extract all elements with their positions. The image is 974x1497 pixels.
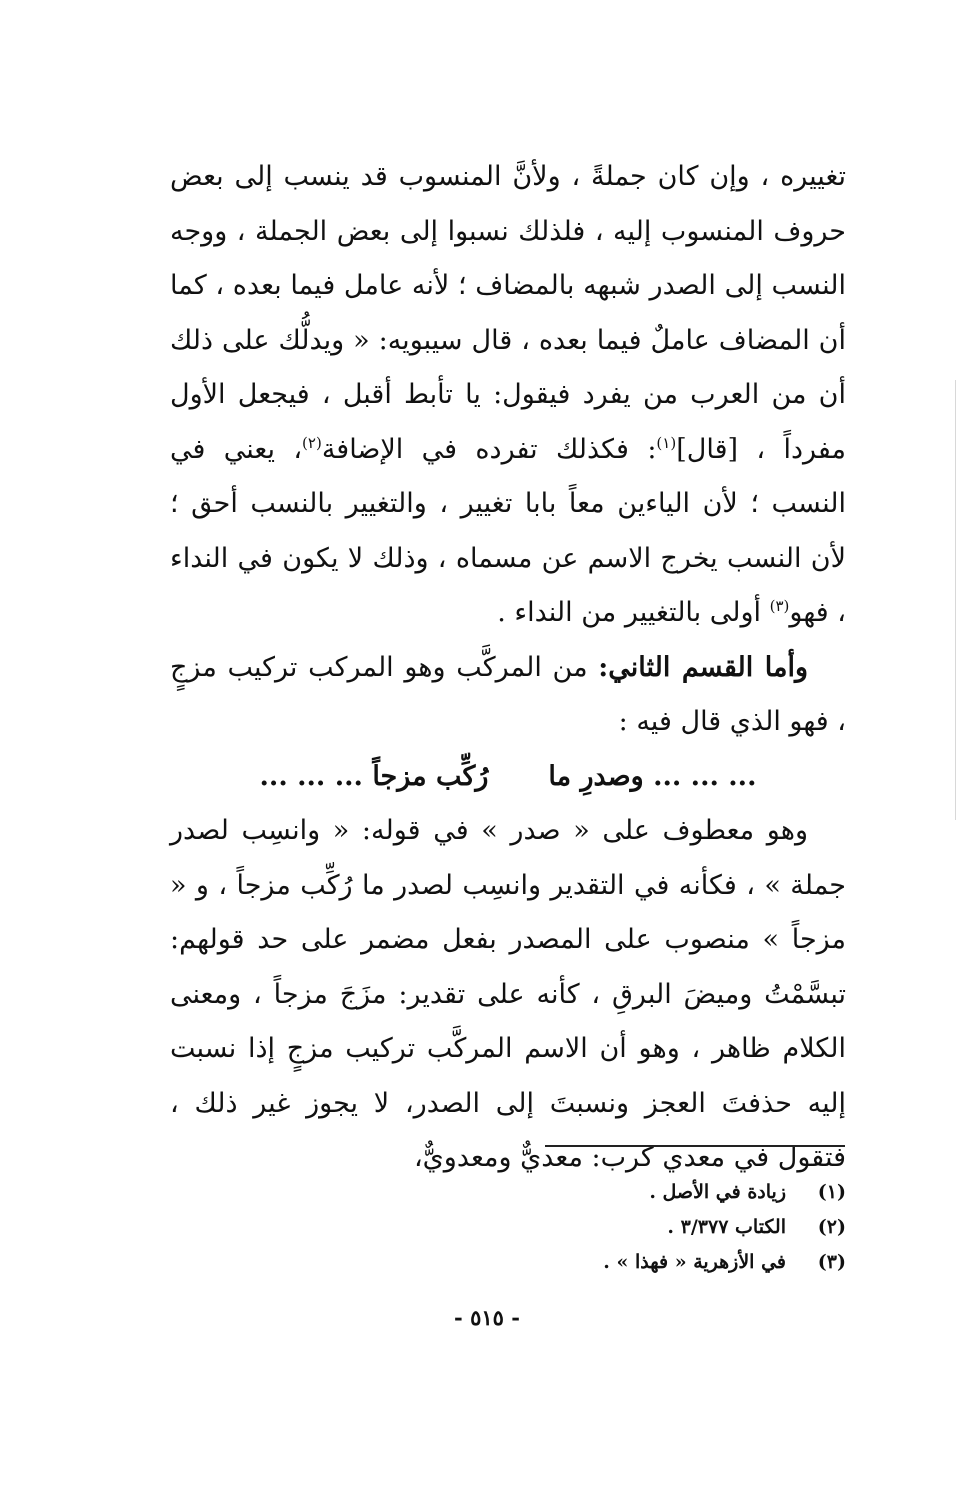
footnote-ref-3[interactable]: (٣)	[769, 597, 790, 615]
footnote-number: (٢)	[817, 1216, 846, 1238]
footnote-text: في الأزهرية « فهذا » .	[603, 1251, 786, 1273]
main-text	[170, 150, 846, 1186]
footnote-number: (١)	[817, 1181, 846, 1203]
footnote-3	[400, 1245, 846, 1280]
footnote-1	[400, 1175, 846, 1210]
paragraph-1-text-d: أولى بالتغيير من النداء .	[497, 597, 770, 628]
footnote-ref-1[interactable]: (١)	[656, 433, 677, 452]
section-heading: وأما القسم الثاني:	[598, 651, 809, 683]
paragraph-3: وهو معطوف على « صدر » في قوله: « وانسِب لصدر جملة » ، فكأنه في التقدير وانسِب لصدر ما رُكِّب مزجاً ، و « مزجاً » منصوب على المصدر بفعل مضمر على حد قولهم: تبسَّمْتُ وميضَ البرقِ ، كأنه على تقدير: مزَجَ مزجاً ، ومعنى الكلام ظاهر ، وهو أن الاسم المركَّب تركيب مزجٍ إذا نسبت إليه حذفتَ العجز ونسبتَ إلى الصدر، لا يجوز غير ذلك ، فتقول في معدي كرب: معديٌّ ومعدويٌّ،	[170, 815, 846, 1173]
footnote-text: زيادة في الأصل .	[649, 1181, 786, 1203]
verse-first-hemistich: ... ... ... وصدرِ ما	[548, 760, 757, 792]
paragraph-1	[170, 150, 846, 641]
verse-line	[170, 750, 846, 805]
footnote-separator	[545, 1145, 845, 1147]
paragraph-1-text-b: : فكذلك تفرده في الإضافة	[321, 433, 657, 465]
paragraph-1-text-a: تغييره ، وإن كان جملةً ، ولأنَّ المنسوب قد ينسب إلى بعض حروف المنسوب إليه ، فلذلك نسبوا إلى بعض الجملة ، ووجه النسب إلى الصدر شبهه بالمضاف ؛ لأنه عامل فيما بعده ، كما أن المضاف عاملٌ فيما بعده ، قال سيبويه: « ويدلُّك على ذلك أن من العرب من يفرد فيقول: يا تأبط أقبل ، فيجعل الأول مفرداً ، [قال]	[170, 161, 846, 465]
footnotes	[400, 1175, 846, 1280]
footnote-2	[400, 1210, 846, 1245]
paragraph-2	[170, 641, 846, 750]
footnote-number: (٣)	[817, 1251, 846, 1273]
page-number: - ٥١٥ -	[454, 1305, 520, 1330]
footnote-text: الكتاب ٣/٣٧٧ .	[667, 1216, 786, 1238]
footnote-ref-2[interactable]: (٢)	[302, 433, 322, 452]
paragraph-1-text-c: ، يعني في النسب ؛ لأن الياءين معاً بابا تغيير ، والتغيير بالنسب أحق ؛ لأن النسب يخرج الاسم عن مسماه ، وذلك لا يكون في النداء ، فهو	[170, 433, 846, 628]
verse-second-hemistich: رُكِّب مزجاً ... ... ...	[259, 760, 489, 792]
scan-edge-line	[955, 380, 956, 820]
paragraph-2-text: من المركَّب وهو المركب تركيب مزجٍ ، فهو الذي قال فيه :	[170, 651, 846, 737]
